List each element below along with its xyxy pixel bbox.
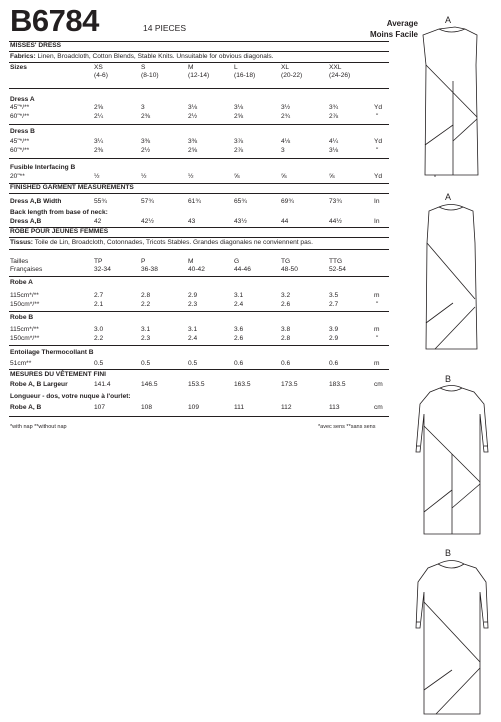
metrage-cell: 2.9 <box>329 335 339 342</box>
divider <box>9 311 389 312</box>
finished-label: FINISHED GARMENT MEASUREMENTS <box>10 184 134 191</box>
size-label: P <box>141 258 146 265</box>
dress-b-back-sketch <box>408 558 496 718</box>
divider <box>9 345 389 346</box>
size-label: XL <box>281 64 290 71</box>
yardage-cell: 3 <box>281 147 285 154</box>
yardage-cell: ⅝ <box>234 173 240 180</box>
row-label: 45"*/** <box>10 104 30 111</box>
size-range: 40-42 <box>188 266 205 273</box>
divider <box>9 51 389 52</box>
yardage-cell: 3⅛ <box>188 104 198 111</box>
measure-cell: 141.4 <box>94 381 111 388</box>
metrage-cell: 2.8 <box>141 292 151 299</box>
row-label: 150cm*/** <box>10 301 40 308</box>
footnote-en: *with nap **without nap <box>10 424 67 430</box>
metrage-cell: 3.1 <box>188 326 198 333</box>
measure-cell: 57¾ <box>141 198 154 205</box>
yardage-cell: 2⅝ <box>234 113 244 120</box>
unit-label: Yd <box>374 173 383 180</box>
metrage-cell: 2.7 <box>94 292 104 299</box>
section-title-en: MISSES' DRESS <box>10 42 62 49</box>
size-label: TTG <box>329 258 343 265</box>
fabrics-text: Linen, Broadcloth, Cotton Blends, Stable Knits. Unsuitable for obvious diagonals. <box>37 53 274 60</box>
back-length-label-fr: Longueur - dos, votre nuque à l'ourlet: <box>10 393 131 400</box>
width-label-fr: Robe A, B Largeur <box>10 381 68 388</box>
metrage-cell: 2.7 <box>329 301 339 308</box>
metrage-cell: 2.3 <box>141 335 151 342</box>
unit-label: " <box>376 113 379 120</box>
size-label: TP <box>94 258 103 265</box>
figure-label: B <box>445 548 452 558</box>
fabrics-text: Toile de Lin, Broadcloth, Cotonnades, Tricots Stables. Grandes diagonales ne conviennent pas. <box>34 239 313 246</box>
size-label: S <box>141 64 146 71</box>
length-label: Dress A,B <box>10 218 42 225</box>
yardage-cell: 3⅛ <box>234 104 244 111</box>
measure-cell: 113 <box>329 404 340 411</box>
dress-a-front-sketch <box>415 25 490 180</box>
unit-label: cm <box>374 404 383 411</box>
yardage-cell: 3¾ <box>329 104 339 111</box>
size-range: 32-34 <box>94 266 111 273</box>
size-range: (16-18) <box>234 72 256 79</box>
metrage-cell: 0.5 <box>141 360 151 367</box>
size-range: 44-46 <box>234 266 251 273</box>
yardage-cell: 2⅝ <box>188 147 198 154</box>
size-range: 48-50 <box>281 266 298 273</box>
figure-label: A <box>445 15 452 25</box>
yardage-cell: 2½ <box>188 113 198 120</box>
unit-label: m <box>374 360 380 367</box>
measure-cell: 108 <box>141 404 153 411</box>
size-label: L <box>234 64 238 71</box>
metrage-cell: 2.2 <box>141 301 151 308</box>
yardage-cell: 3¼ <box>94 138 104 145</box>
yardage-cell: 3⅞ <box>234 138 244 145</box>
metrage-cell: 3.2 <box>281 292 291 299</box>
fabrics-label: Fabrics: <box>10 53 36 60</box>
measure-cell: 111 <box>234 404 245 411</box>
fabrics-fr <box>10 239 313 246</box>
yardage-cell: 2½ <box>141 147 151 154</box>
divider <box>9 88 389 89</box>
unit-label: m <box>374 292 380 299</box>
metrage-cell: 2.2 <box>94 335 104 342</box>
metrage-cell: 3.5 <box>329 292 339 299</box>
size-label: TG <box>281 258 291 265</box>
row-label: 150cm*/** <box>10 335 40 342</box>
dress-b-label: Dress B <box>10 128 35 135</box>
yardage-cell: 2¼ <box>94 113 104 120</box>
measure-cell: 44 <box>281 218 289 225</box>
metrage-cell: 2.4 <box>234 301 244 308</box>
size-label: XXL <box>329 64 342 71</box>
measure-cell: 42 <box>94 218 102 225</box>
metrage-cell: 2.1 <box>94 301 104 308</box>
yardage-cell: 3⅜ <box>188 138 198 145</box>
measure-cell: 69¾ <box>281 198 294 205</box>
metrage-cell: 3.0 <box>94 326 104 333</box>
divider <box>9 369 389 370</box>
divider <box>9 416 389 417</box>
size-label: G <box>234 258 240 265</box>
size-range: 52-54 <box>329 266 346 273</box>
size-range: 36-38 <box>141 266 158 273</box>
yardage-cell: 4¼ <box>329 138 339 145</box>
row-label: 45"*/** <box>10 138 30 145</box>
yardage-cell: 2⅝ <box>94 104 104 111</box>
metrage-cell: 2.6 <box>281 301 291 308</box>
yardage-cell: 2⅞ <box>234 147 244 154</box>
sizes-label: Sizes <box>10 64 27 71</box>
unit-label: Yd <box>374 104 383 111</box>
measure-cell: 112 <box>281 404 292 411</box>
measure-cell: 44½ <box>329 218 342 225</box>
size-range: (4-6) <box>94 72 108 79</box>
row-label: 115cm*/** <box>10 326 39 333</box>
measure-cell: 107 <box>94 404 106 411</box>
figure-label: A <box>445 192 452 202</box>
metrage-cell: 0.6 <box>329 360 339 367</box>
divider <box>9 62 389 63</box>
measure-cell: 55¾ <box>94 198 107 205</box>
metrage-cell: 3.9 <box>329 326 339 333</box>
yardage-cell: 3 <box>141 104 145 111</box>
yardage-cell: ½ <box>94 173 100 180</box>
size-range: (20-22) <box>281 72 303 79</box>
robe-a-label: Robe A <box>10 279 33 286</box>
piece-count: 14 PIECES <box>143 23 186 33</box>
measure-cell: 109 <box>188 404 200 411</box>
yardage-cell: ⅝ <box>281 173 287 180</box>
measure-cell: 73¾ <box>329 198 342 205</box>
pattern-number: B6784 <box>10 3 99 38</box>
divider <box>9 249 389 250</box>
row-label: 60"*/** <box>10 147 30 154</box>
yardage-cell: 3⅛ <box>329 147 339 154</box>
metrage-cell: 3.6 <box>234 326 244 333</box>
divider <box>9 193 389 194</box>
unit-label: " <box>376 301 379 308</box>
row-label: 51cm** <box>10 360 32 367</box>
row-label: 115cm*/** <box>10 292 39 299</box>
measure-cell: 65¾ <box>234 198 247 205</box>
section-title-fr: ROBE POUR JEUNES FEMMES <box>10 228 109 235</box>
yardage-cell: 2⅜ <box>94 147 104 154</box>
row-label: 20"** <box>10 173 25 180</box>
yardage-cell: ½ <box>141 173 147 180</box>
size-label: M <box>188 64 194 71</box>
metrage-cell: 2.6 <box>234 335 244 342</box>
measure-cell: 146.5 <box>141 381 158 388</box>
size-range: (12-14) <box>188 72 210 79</box>
size-label: XS <box>94 64 103 71</box>
measure-cell: 173.5 <box>281 381 298 388</box>
yardage-cell: 3⅜ <box>141 138 151 145</box>
sizes-label-2: Françaises <box>10 266 43 273</box>
size-range: (8-10) <box>141 72 159 79</box>
divider <box>9 41 389 42</box>
size-label: M <box>188 258 194 265</box>
metrage-cell: 0.5 <box>188 360 198 367</box>
metrage-cell: 0.5 <box>94 360 104 367</box>
divider <box>9 158 389 159</box>
fabrics-en <box>10 53 274 60</box>
measure-cell: 61¾ <box>188 198 201 205</box>
yardage-cell: 3½ <box>281 104 291 111</box>
finished-label-fr: MESURES DU VÊTEMENT FINI <box>10 371 106 378</box>
unit-label: m <box>374 326 380 333</box>
measure-cell: 43½ <box>234 218 247 225</box>
metrage-cell: 2.4 <box>188 335 198 342</box>
sizes-label: Tailles <box>10 258 29 265</box>
yardage-cell: ½ <box>188 173 194 180</box>
metrage-cell: 0.6 <box>281 360 291 367</box>
difficulty-level <box>370 18 418 40</box>
divider <box>9 237 389 238</box>
difficulty-level-fr: Moins Facile <box>369 30 418 39</box>
unit-label: " <box>376 335 379 342</box>
unit-label: cm <box>374 381 383 388</box>
unit-label: " <box>376 147 379 154</box>
measure-cell: 42½ <box>141 218 154 225</box>
metrage-cell: 2.3 <box>188 301 198 308</box>
measure-cell: 153.5 <box>188 381 205 388</box>
size-range: (24-26) <box>329 72 351 79</box>
length-label-fr: Robe A, B <box>10 404 42 411</box>
unit-label: In <box>374 198 380 205</box>
divider <box>9 124 389 125</box>
fabrics-label: Tissus: <box>10 239 33 246</box>
metrage-cell: 2.9 <box>188 292 198 299</box>
metrage-cell: 0.6 <box>234 360 244 367</box>
metrage-cell: 3.1 <box>141 326 151 333</box>
divider <box>9 276 389 277</box>
unit-label: In <box>374 218 380 225</box>
metrage-cell: 3.8 <box>281 326 291 333</box>
yardage-cell: 4⅛ <box>281 138 291 145</box>
robe-b-label: Robe B <box>10 314 34 321</box>
measure-cell: 163.5 <box>234 381 251 388</box>
measure-cell: 183.5 <box>329 381 346 388</box>
footnote-fr: *avec sens **sans sens <box>318 424 376 430</box>
yardage-cell: ⅝ <box>329 173 335 180</box>
metrage-cell: 2.8 <box>281 335 291 342</box>
dress-b-front-sketch <box>408 384 496 539</box>
interfacing-label: Fusible Interfacing B <box>10 164 76 171</box>
figure-label: B <box>445 374 452 384</box>
yardage-cell: 2¾ <box>281 113 291 120</box>
interfacing-label-fr: Entoilage Thermocollant B <box>10 349 94 356</box>
yardage-cell: 2⅞ <box>329 113 339 120</box>
dress-a-label: Dress A <box>10 96 35 103</box>
yardage-cell: 2⅜ <box>141 113 151 120</box>
width-label: Dress A,B Width <box>10 198 62 205</box>
metrage-cell: 3.1 <box>234 292 244 299</box>
row-label: 60"*/** <box>10 113 30 120</box>
unit-label: Yd <box>374 138 383 145</box>
back-length-label: Back length from base of neck: <box>10 209 108 216</box>
difficulty-level-en: Average <box>386 19 418 28</box>
measure-cell: 43 <box>188 218 196 225</box>
dress-a-back-sketch <box>415 203 490 353</box>
